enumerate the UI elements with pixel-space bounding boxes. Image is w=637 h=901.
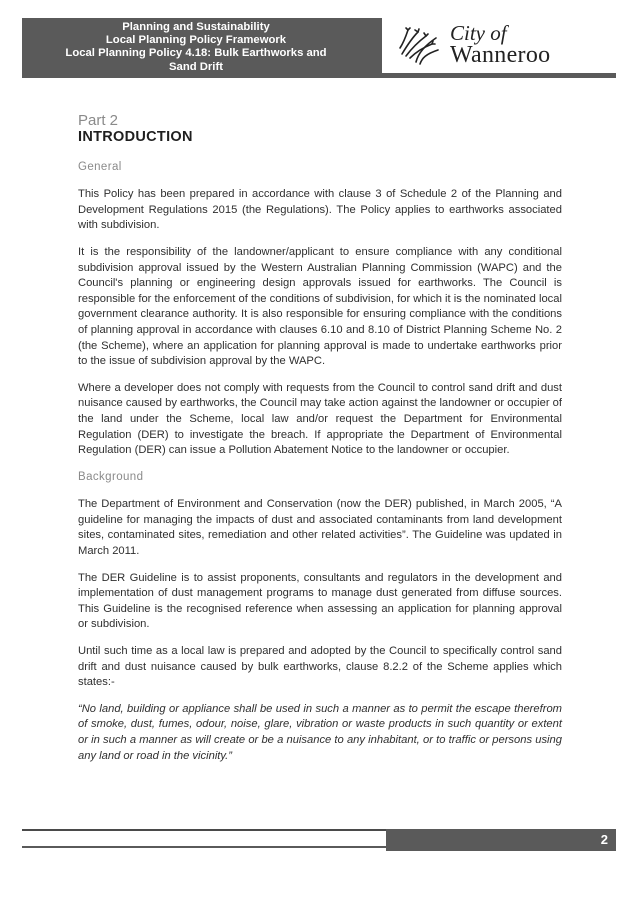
footer-rule-thin <box>22 846 386 848</box>
scheme-clause-quote: “No land, building or appliance shall be used in such a manner as to permit the escape therefrom of smoke, dust, fumes, odour, noise, glare, vibration or waste products in such quantity or extent or in such a manner as will create or be a nuisance to any inhabitant, or to traffic or persons using any land or road in the vicinity.” <box>78 702 562 762</box>
part-label: Part 2 <box>78 112 119 129</box>
header-title-line: Local Planning Policy 4.18: Bulk Earthworks and <box>65 47 327 60</box>
document-header-title <box>22 19 370 79</box>
header-title-line: Planning and Sustainability <box>122 21 270 33</box>
header-title-line: Sand Drift <box>169 60 223 73</box>
page-number: 2 <box>600 832 608 847</box>
paragraph: It is the responsibility of the landowner/applicant to ensure compliance with any conditional subdivision approval issued by the Western Australian Planning Commission (WAPC) and the Council's planning or engineering design approvals issued for earthworks. The Council is responsible for the enforcement of the conditions of subdivision, for which it is the nominated local government clearance authority. It is also responsible for ensuring compliance with the conditions of planning approval in accordance with clauses 6.10 and 8.10 of District Planning Scheme No. 2 (the Scheme), where an application for planning approval is made to undertake earthworks prior to the issue of subdivision approval by the WAPC. <box>78 245 562 368</box>
paragraph: This Policy has been prepared in accordance with clause 3 of Schedule 2 of the Planning and Development Regulations 2015 (the Regulations). The Policy applies to earthworks associated with subdivision. <box>78 188 562 232</box>
paragraph: The DER Guideline is to assist proponents, consultants and regulators in the development and implementation of dust management programs to manage dust generated from diffuse sources. This Guideline is the recognised reference when assessing an application for planning approval or subdivision. <box>78 571 562 631</box>
banksia-logo-icon <box>396 24 442 68</box>
logo-line-wanneroo: Wanneroo <box>450 42 551 68</box>
paragraph: Until such time as a local law is prepared and adopted by the Council to specifically control sand drift and dust nuisance caused by bulk earthworks, clause 8.2.2 of the Scheme applies which states:- <box>78 645 562 689</box>
header-title-line: Local Planning Policy Framework <box>105 34 287 47</box>
page-title: INTRODUCTION <box>78 129 193 145</box>
document-body <box>78 112 562 764</box>
logo-line-city-of: City of <box>450 21 507 45</box>
logo-wordmark <box>450 22 550 66</box>
footer-bar <box>386 829 616 851</box>
section-heading-background: Background <box>78 470 144 483</box>
section-heading-general: General <box>78 160 122 173</box>
paragraph: The Department of Environment and Conservation (now the DER) published, in March 2005, “A guideline for managing the impacts of dust and associated contaminants from land development sites, contaminated sites, remediation and other related activities”. The Guideline was updated in March 2011. <box>78 498 562 558</box>
city-logo <box>382 18 616 73</box>
paragraph: Where a developer does not comply with requests from the Council to control sand drift and dust nuisance caused by earthworks, the Council may take action against the landowner or occupier of the land under the Scheme, local law and/or request the Department for Environmental Regulation (DER) to investigate the breach. If appropriate the Department of Environmental Regulation (DER) can issue a Pollution Abatement Notice to the landowner or occupier. <box>78 381 562 457</box>
